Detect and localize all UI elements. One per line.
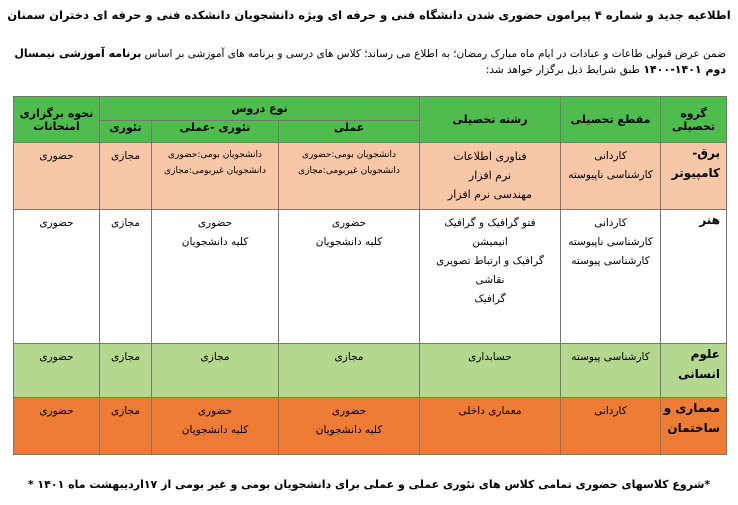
- theory-cell: مجازی: [100, 143, 152, 210]
- cell-line: حسابداری: [468, 351, 512, 363]
- practical-cell: [279, 210, 420, 344]
- cell-line: فناوری اطلاعات: [453, 150, 527, 163]
- group-cell: [661, 143, 727, 210]
- practical-cell: [279, 143, 420, 210]
- header-practical: عملی: [279, 121, 420, 143]
- cell-line: کاردانی: [594, 150, 627, 162]
- cell-line: کاردانی: [594, 217, 627, 229]
- group-cell: [661, 344, 727, 398]
- cell-line: کاردانی: [594, 405, 627, 417]
- theory-cell: مجازی: [100, 210, 152, 344]
- theory-cell: مجازی: [100, 344, 152, 398]
- header-level: مقطع تحصیلی: [561, 97, 661, 143]
- intro-paragraph: [10, 46, 726, 78]
- header-field: رشته تحصیلی: [420, 97, 561, 143]
- cell-line: نرم افزار: [468, 169, 512, 182]
- header-exam: نحوه برگزاری امتحانات: [14, 97, 100, 143]
- practical-cell: [279, 344, 420, 398]
- cell-line: فتو گرافیک و گرافیک: [444, 217, 536, 229]
- cell-line: کامپیوتر: [671, 166, 720, 180]
- cell-line: علوم: [690, 347, 720, 361]
- cell-line: مهندسی نرم افزار: [447, 188, 533, 201]
- cell-line: دانشجویان غیربومی:مجازی: [164, 166, 266, 176]
- theory-practical-cell: [152, 344, 279, 398]
- level-cell: [561, 344, 661, 398]
- cell-line: گرافیک و ارتباط تصویری: [436, 255, 544, 267]
- table-row: [14, 210, 727, 344]
- cell-line: کلیه دانشجویان: [315, 236, 383, 248]
- intro-tail: طبق شرایط ذیل برگزار خواهد شد:: [485, 64, 640, 76]
- level-cell: [561, 210, 661, 344]
- intro-text: ضمن عرض قبولی طاعات و عبادات در ایام ماه مبارک رمضان؛ به اطلاع می رساند؛ کلاس های درسی و برنامه های آموزشی بر اساس: [144, 48, 726, 60]
- theory-practical-cell: [152, 143, 279, 210]
- field-cell: [420, 143, 561, 210]
- header-theory: تئوری: [100, 121, 152, 143]
- header-group: گروه تحصیلی: [661, 97, 727, 143]
- table-row: [14, 143, 727, 210]
- exam-cell: حضوری: [14, 344, 100, 398]
- cell-line: حضوری: [331, 405, 367, 417]
- field-cell: [420, 344, 561, 398]
- header-course-type: نوع دروس: [100, 97, 420, 121]
- cell-line: مجازی: [334, 351, 364, 363]
- cell-line: دانشجویان غیربومی:مجازی: [298, 166, 400, 176]
- level-cell: [561, 398, 661, 455]
- theory-practical-cell: [152, 210, 279, 344]
- footer-note: *شروع کلاسهای حضوری تمامی کلاس های تئوری عملی و عملی برای دانشجویان بومی و غیر بومی از ۱۷اردیبهشت ماه ۱۴۰۱ *: [27, 478, 711, 491]
- field-cell: [420, 398, 561, 455]
- theory-practical-cell: [152, 398, 279, 455]
- cell-line: حضوری: [197, 405, 233, 417]
- page-title: اطلاعیه جدید و شماره ۴ پیرامون حضوری شدن دانشگاه فنی و حرفه ای ویژه دانشجویان دانشکده فنی و حرفه ای دختران سمنان: [7, 8, 731, 22]
- intro-bold-program: برنامه آموزشی نیمسال دوم ۱۴۰۱-۱۴۰۰: [14, 47, 726, 76]
- cell-line: نقاشی: [475, 274, 505, 286]
- cell-line: کلیه دانشجویان: [181, 424, 249, 436]
- table-row: [14, 398, 727, 455]
- cell-line: برق-: [692, 146, 720, 160]
- cell-line: معماری و: [663, 401, 720, 415]
- cell-line: انسانی: [678, 367, 720, 381]
- cell-line: دانشجویان بومی:حضوری: [301, 150, 397, 160]
- cell-line: کارشناسی ناپیوسته: [568, 236, 653, 248]
- group-cell: [661, 398, 727, 455]
- practical-cell: [279, 398, 420, 455]
- cell-line: دانشجویان بومی:حضوری: [167, 150, 263, 160]
- exam-cell: حضوری: [14, 143, 100, 210]
- cell-line: هنر: [699, 213, 720, 227]
- cell-line: کلیه دانشجویان: [181, 236, 249, 248]
- cell-line: ساختمان: [667, 421, 720, 435]
- cell-line: کلیه دانشجویان: [315, 424, 383, 436]
- level-cell: [561, 143, 661, 210]
- cell-line: حضوری: [197, 217, 233, 229]
- cell-line: حضوری: [331, 217, 367, 229]
- theory-cell: مجازی: [100, 398, 152, 455]
- cell-line: کارشناسی پیوسته: [571, 255, 650, 267]
- exam-cell: حضوری: [14, 210, 100, 344]
- cell-line: کارشناسی پیوسته: [571, 351, 650, 363]
- cell-line: گرافیک: [474, 293, 506, 305]
- cell-line: انیمیشن: [472, 236, 508, 248]
- group-cell: [661, 210, 727, 344]
- cell-line: مجازی: [200, 351, 230, 363]
- cell-line: کارشناسی ناپیوسته: [568, 169, 653, 181]
- table-row: [14, 344, 727, 398]
- cell-line: معماری داخلی: [458, 405, 522, 417]
- header-theory-practical: تئوری -عملی: [152, 121, 279, 143]
- field-cell: [420, 210, 561, 344]
- schedule-table: [13, 96, 727, 455]
- exam-cell: حضوری: [14, 398, 100, 455]
